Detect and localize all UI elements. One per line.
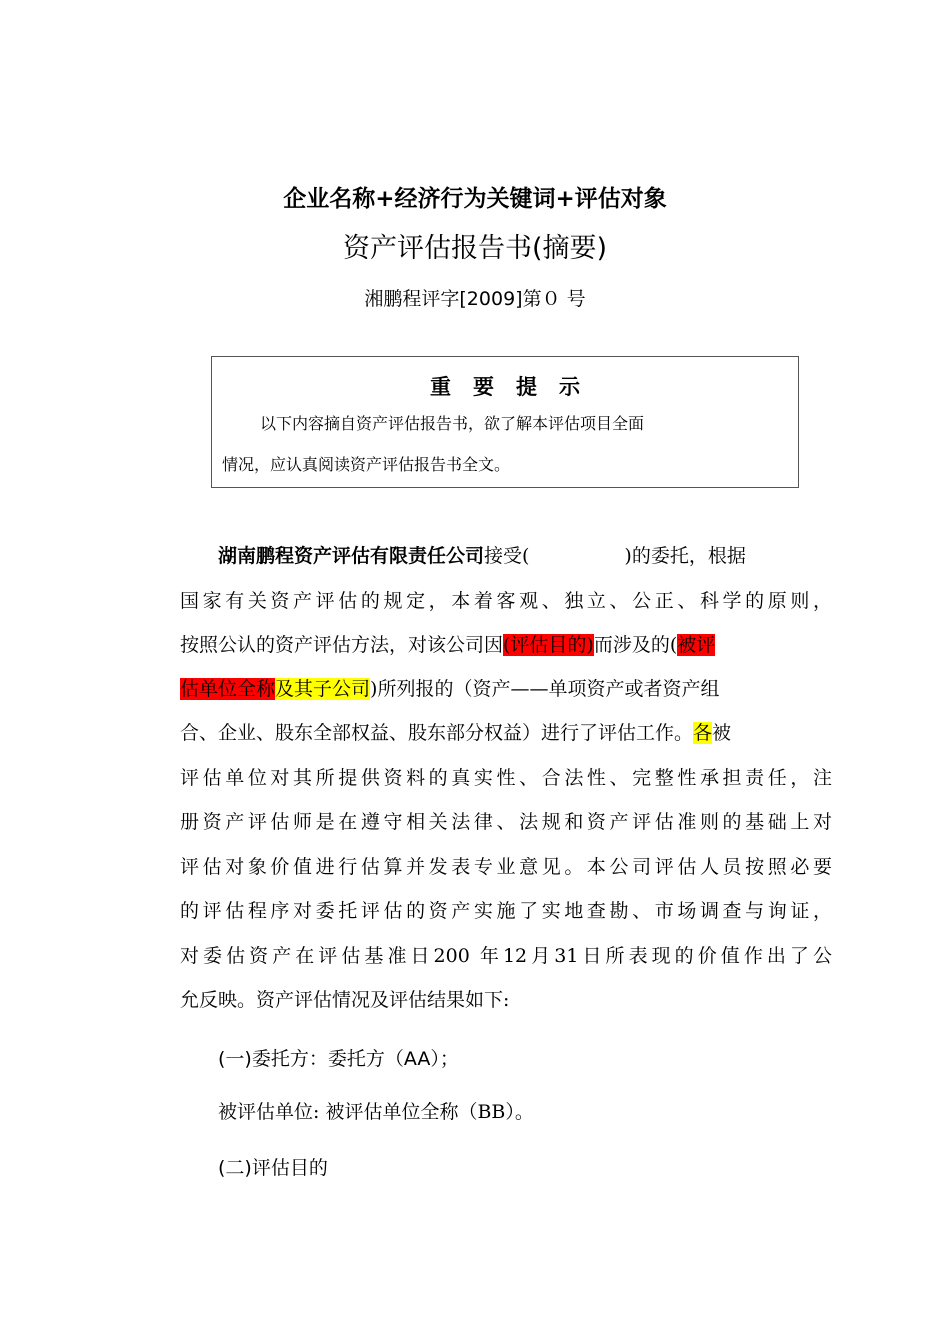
- paragraph-line: 对委估资产在评估基准日200 年12月31日所表现的价值作出了公: [180, 945, 832, 967]
- important-notice-box: [211, 356, 799, 488]
- highlight-unit-name: 被评: [677, 634, 716, 656]
- paragraph-line: 的评估程序对委托评估的资产实施了实地查勘、市场调查与询证，: [180, 900, 832, 922]
- document-subtitle: 资产评估报告书(摘要): [342, 233, 608, 264]
- document-number: 湘鹏程评字[2009]第０ 号: [364, 288, 586, 310]
- section-purpose: (二)评估目的: [218, 1157, 328, 1179]
- paragraph-line: 评估对象价值进行估算并发表专业意见。本公司评估人员按照必要: [180, 856, 832, 878]
- document-title: 企业名称+经济行为关键词+评估对象: [283, 186, 667, 212]
- paragraph-line: 合、企业、股东全部权益、股东部分权益）进行了评估工作。各被: [180, 722, 732, 744]
- paragraph-line: 湖南鹏程资产评估有限责任公司接受( )的委托，根据: [218, 545, 746, 567]
- paragraph-line: 估单位全称及其子公司)所列报的（资产——单项资产或者资产组: [180, 678, 720, 700]
- section-evaluated-unit: 被评估单位: 被评估单位全称（BB）。: [218, 1101, 534, 1123]
- section-client: (一)委托方：委托方（AA）；: [218, 1048, 459, 1070]
- paragraph-line: 允反映。资产评估情况及评估结果如下:: [180, 989, 510, 1011]
- highlight-subsidiary: 及其子公司: [275, 678, 371, 700]
- highlight-each: 各: [693, 722, 713, 744]
- notice-title: 重要提示: [430, 375, 602, 399]
- highlight-unit-name: 估单位全称: [180, 678, 276, 700]
- notice-line-1: 以下内容摘自资产评估报告书，欲了解本评估项目全面: [260, 414, 645, 433]
- notice-line-2: 情况，应认真阅读资产评估报告书全文。: [222, 455, 511, 474]
- paragraph-line: 按照公认的资产评估方法，对该公司因(评估目的)而涉及的(被评: [180, 634, 716, 656]
- paragraph-line: 册资产评估师是在遵守相关法律、法规和资产评估准则的基础上对: [180, 811, 832, 833]
- paragraph-line: 评估单位对其所提供资料的真实性、合法性、完整性承担责任，注: [180, 767, 832, 789]
- highlight-purpose: (评估目的): [503, 634, 594, 656]
- company-name: 湖南鹏程资产评估有限责任公司: [218, 545, 485, 567]
- paragraph-line: 国家有关资产评估的规定，本着客观、独立、公正、科学的原则，: [180, 590, 832, 612]
